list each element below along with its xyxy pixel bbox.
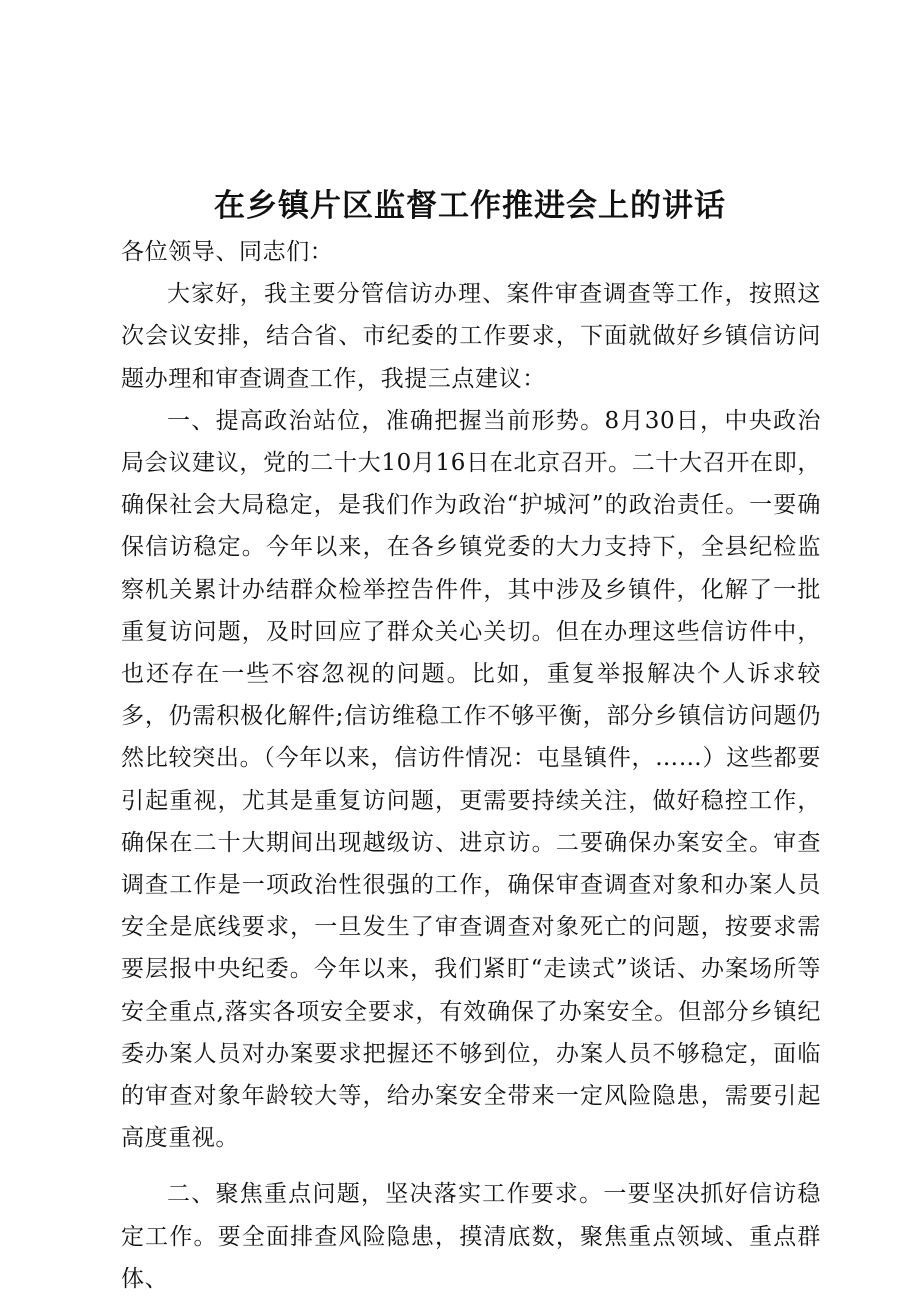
- document-body: [121, 231, 821, 1300]
- salutation: 各位领导、同志们：: [121, 239, 334, 265]
- paragraph-intro: 大家好，我主要分管信访办理、案件审查调查等工作，按照这次会议安排，结合省、市纪委的工作要求，下面就做好乡镇信访问题办理和审查调查工作，我提三点建议：: [121, 281, 821, 392]
- document-title: 在乡镇片区监督工作推进会上的讲话: [214, 188, 726, 224]
- paragraph-section-two: 二、聚焦重点问题，坚决落实工作要求。一要坚决抓好信访稳定工作。要全面排查风险隐患，摸清底数，聚焦重点领域、重点群体、: [121, 1181, 821, 1292]
- paragraph-section-one: 一、提高政治站位，准确把握当前形势。8月30日，中央政治局会议建议，党的二十大10月16日在北京召开。二十大召开在即，确保社会大局稳定，是我们作为政治“护城河”的政治责任。一要确保信访稳定。今年以来，在各乡镇党委的大力支持下，全县纪检监察机关累计办结群众检举控告件件，其中涉及乡镇件，化解了一批重复访问题，及时回应了群众关心关切。但在办理这些信访件中，也还存在一些不容忽视的问题。比如，重复举报解决个人诉求较多，仍需积极化解件;信访维稳工作不够平衡，部分乡镇信访问题仍然比较突出。（今年以来，信访件情况：屯垦镇件，……）这些都要引起重视，尤其是重复访问题，更需要持续关注，做好稳控工作，确保在二十大期间出现越级访、进京访。二要确保办案安全。审查调查工作是一项政治性很强的工作，确保审查调查对象和办案人员安全是底线要求，一旦发生了审查调查对象死亡的问题，按要求需要层报中央纪委。今年以来，我们紧盯“走读式”谈话、办案场所等安全重点,落实各项安全要求，有效确保了办案安全。但部分乡镇纪委办案人员对办案要求把握还不够到位，办案人员不够稳定，面临的审查对象年龄较大等，给办案安全带来一定风险隐患，需要引起高度重视。: [121, 407, 821, 1152]
